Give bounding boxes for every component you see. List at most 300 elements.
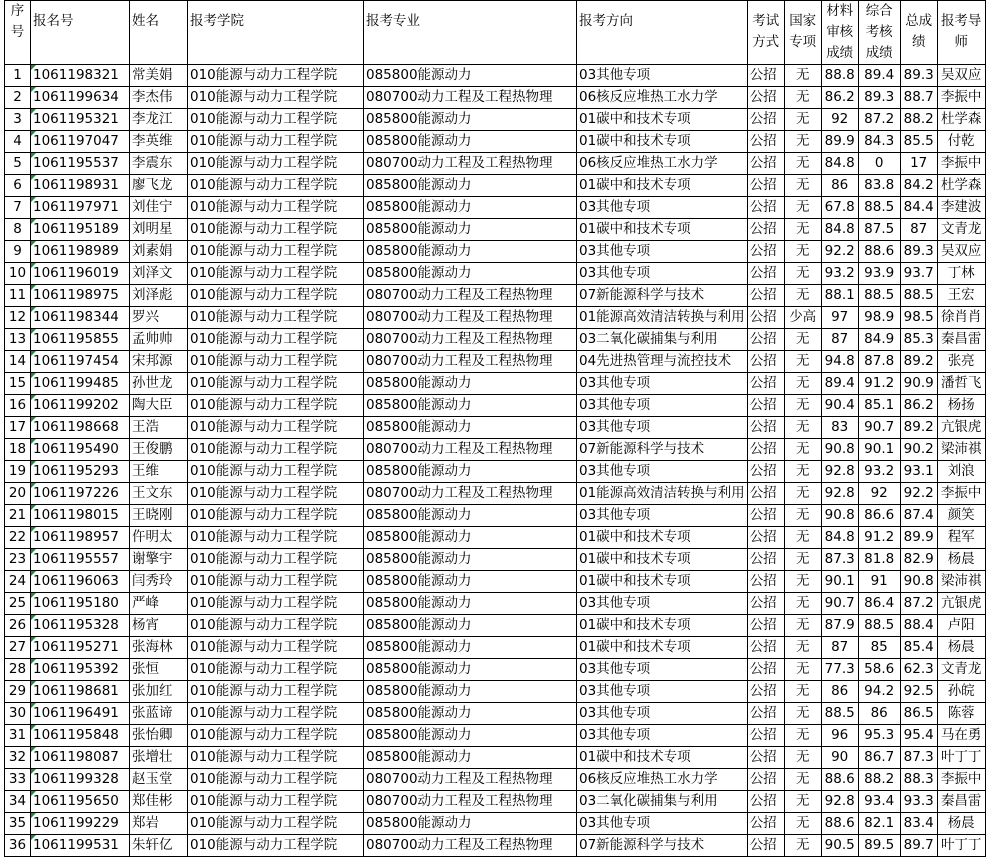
- cell-name[interactable]: 郑佳彬: [130, 791, 188, 813]
- cell-material-score[interactable]: 88.6: [821, 813, 858, 835]
- cell-reg-no[interactable]: 1061199328: [31, 769, 130, 791]
- cell-exam-type[interactable]: 公招: [747, 219, 784, 241]
- cell-seq[interactable]: 24: [5, 571, 31, 593]
- cell-exam-type[interactable]: 公招: [747, 593, 784, 615]
- cell-advisor[interactable]: 吴双应: [937, 241, 985, 263]
- cell-total-score[interactable]: 84.2: [900, 175, 937, 197]
- cell-name[interactable]: 孟帅帅: [130, 329, 188, 351]
- cell-reg-no[interactable]: 1061198975: [31, 285, 130, 307]
- cell-material-score[interactable]: 87.9: [821, 615, 858, 637]
- cell-comprehensive-score[interactable]: 58.6: [858, 659, 900, 681]
- cell-college[interactable]: 010能源与动力工程学院: [188, 131, 364, 153]
- cell-name[interactable]: 张恒: [130, 659, 188, 681]
- cell-exam-type[interactable]: 公招: [747, 549, 784, 571]
- cell-exam-type[interactable]: 公招: [747, 461, 784, 483]
- cell-direction[interactable]: 01碳中和技术专项: [577, 175, 748, 197]
- cell-material-score[interactable]: 90.1: [821, 571, 858, 593]
- cell-reg-no[interactable]: 1061198321: [31, 65, 130, 87]
- cell-national-program[interactable]: 无: [784, 527, 821, 549]
- cell-direction[interactable]: 01能源高效清洁转换与利用: [577, 307, 748, 329]
- cell-seq[interactable]: 29: [5, 681, 31, 703]
- cell-total-score[interactable]: 87.2: [900, 593, 937, 615]
- cell-major[interactable]: 080700动力工程及工程热物理: [364, 285, 577, 307]
- cell-college[interactable]: 010能源与动力工程学院: [188, 527, 364, 549]
- cell-comprehensive-score[interactable]: 91.2: [858, 373, 900, 395]
- cell-seq[interactable]: 36: [5, 835, 31, 857]
- cell-total-score[interactable]: 90.9: [900, 373, 937, 395]
- cell-reg-no[interactable]: 1061196063: [31, 571, 130, 593]
- cell-major[interactable]: 085800能源动力: [364, 593, 577, 615]
- cell-comprehensive-score[interactable]: 89.5: [858, 835, 900, 857]
- cell-comprehensive-score[interactable]: 86.6: [858, 505, 900, 527]
- cell-material-score[interactable]: 92.8: [821, 791, 858, 813]
- cell-seq[interactable]: 15: [5, 373, 31, 395]
- header-name[interactable]: 姓名: [130, 1, 188, 65]
- cell-seq[interactable]: 3: [5, 109, 31, 131]
- cell-direction[interactable]: 01碳中和技术专项: [577, 615, 748, 637]
- cell-name[interactable]: 赵玉堂: [130, 769, 188, 791]
- cell-comprehensive-score[interactable]: 86: [858, 703, 900, 725]
- cell-material-score[interactable]: 67.8: [821, 197, 858, 219]
- header-material-score[interactable]: 材料审核成绩: [821, 1, 858, 65]
- cell-total-score[interactable]: 98.5: [900, 307, 937, 329]
- cell-seq[interactable]: 12: [5, 307, 31, 329]
- cell-exam-type[interactable]: 公招: [747, 747, 784, 769]
- cell-comprehensive-score[interactable]: 90.1: [858, 439, 900, 461]
- cell-direction[interactable]: 07新能源科学与技术: [577, 285, 748, 307]
- cell-advisor[interactable]: 杜学森: [937, 175, 985, 197]
- cell-exam-type[interactable]: 公招: [747, 263, 784, 285]
- cell-advisor[interactable]: 徐肖肖: [937, 307, 985, 329]
- cell-exam-type[interactable]: 公招: [747, 197, 784, 219]
- cell-name[interactable]: 张怡卿: [130, 725, 188, 747]
- cell-college[interactable]: 010能源与动力工程学院: [188, 307, 364, 329]
- cell-reg-no[interactable]: 1061195328: [31, 615, 130, 637]
- cell-college[interactable]: 010能源与动力工程学院: [188, 637, 364, 659]
- cell-material-score[interactable]: 87: [821, 637, 858, 659]
- cell-reg-no[interactable]: 1061198931: [31, 175, 130, 197]
- cell-reg-no[interactable]: 1061195848: [31, 725, 130, 747]
- cell-college[interactable]: 010能源与动力工程学院: [188, 395, 364, 417]
- cell-material-score[interactable]: 86.2: [821, 87, 858, 109]
- cell-exam-type[interactable]: 公招: [747, 395, 784, 417]
- cell-college[interactable]: 010能源与动力工程学院: [188, 483, 364, 505]
- cell-total-score[interactable]: 93.3: [900, 791, 937, 813]
- cell-major[interactable]: 085800能源动力: [364, 571, 577, 593]
- header-seq[interactable]: 序号: [5, 1, 31, 65]
- cell-material-score[interactable]: 92.8: [821, 461, 858, 483]
- cell-comprehensive-score[interactable]: 84.9: [858, 329, 900, 351]
- cell-direction[interactable]: 03其他专项: [577, 461, 748, 483]
- cell-national-program[interactable]: 无: [784, 593, 821, 615]
- cell-total-score[interactable]: 62.3: [900, 659, 937, 681]
- cell-advisor[interactable]: 张亮: [937, 351, 985, 373]
- cell-direction[interactable]: 01碳中和技术专项: [577, 219, 748, 241]
- cell-reg-no[interactable]: 1061199229: [31, 813, 130, 835]
- cell-comprehensive-score[interactable]: 88.6: [858, 241, 900, 263]
- cell-exam-type[interactable]: 公招: [747, 307, 784, 329]
- cell-seq[interactable]: 10: [5, 263, 31, 285]
- cell-direction[interactable]: 01碳中和技术专项: [577, 527, 748, 549]
- cell-seq[interactable]: 22: [5, 527, 31, 549]
- cell-exam-type[interactable]: 公招: [747, 417, 784, 439]
- cell-major[interactable]: 085800能源动力: [364, 373, 577, 395]
- cell-comprehensive-score[interactable]: 93.9: [858, 263, 900, 285]
- cell-national-program[interactable]: 无: [784, 351, 821, 373]
- cell-exam-type[interactable]: 公招: [747, 659, 784, 681]
- cell-seq[interactable]: 20: [5, 483, 31, 505]
- cell-material-score[interactable]: 96: [821, 725, 858, 747]
- cell-national-program[interactable]: 无: [784, 175, 821, 197]
- cell-college[interactable]: 010能源与动力工程学院: [188, 329, 364, 351]
- cell-advisor[interactable]: 颜笑: [937, 505, 985, 527]
- cell-advisor[interactable]: 文青龙: [937, 219, 985, 241]
- cell-material-score[interactable]: 90.8: [821, 505, 858, 527]
- cell-advisor[interactable]: 杨晨: [937, 813, 985, 835]
- cell-advisor[interactable]: 杨晨: [937, 549, 985, 571]
- cell-name[interactable]: 仵明太: [130, 527, 188, 549]
- cell-national-program[interactable]: 无: [784, 725, 821, 747]
- cell-reg-no[interactable]: 1061195537: [31, 153, 130, 175]
- cell-major[interactable]: 080700动力工程及工程热物理: [364, 307, 577, 329]
- cell-college[interactable]: 010能源与动力工程学院: [188, 791, 364, 813]
- header-college[interactable]: 报考学院: [188, 1, 364, 65]
- cell-college[interactable]: 010能源与动力工程学院: [188, 571, 364, 593]
- cell-exam-type[interactable]: 公招: [747, 681, 784, 703]
- cell-seq[interactable]: 18: [5, 439, 31, 461]
- cell-material-score[interactable]: 90.8: [821, 439, 858, 461]
- cell-advisor[interactable]: 程军: [937, 527, 985, 549]
- cell-direction[interactable]: 03二氧化碳捕集与利用: [577, 329, 748, 351]
- cell-direction[interactable]: 03其他专项: [577, 417, 748, 439]
- cell-college[interactable]: 010能源与动力工程学院: [188, 769, 364, 791]
- cell-direction[interactable]: 03其他专项: [577, 197, 748, 219]
- cell-comprehensive-score[interactable]: 93.2: [858, 461, 900, 483]
- cell-seq[interactable]: 28: [5, 659, 31, 681]
- cell-comprehensive-score[interactable]: 85: [858, 637, 900, 659]
- cell-exam-type[interactable]: 公招: [747, 175, 784, 197]
- header-exam-type[interactable]: 考试方式: [747, 1, 784, 65]
- cell-total-score[interactable]: 88.4: [900, 615, 937, 637]
- cell-comprehensive-score[interactable]: 93.4: [858, 791, 900, 813]
- cell-comprehensive-score[interactable]: 88.5: [858, 615, 900, 637]
- cell-total-score[interactable]: 89.2: [900, 417, 937, 439]
- cell-exam-type[interactable]: 公招: [747, 87, 784, 109]
- cell-exam-type[interactable]: 公招: [747, 483, 784, 505]
- cell-seq[interactable]: 14: [5, 351, 31, 373]
- cell-national-program[interactable]: 无: [784, 197, 821, 219]
- cell-exam-type[interactable]: 公招: [747, 131, 784, 153]
- cell-major[interactable]: 085800能源动力: [364, 109, 577, 131]
- cell-advisor[interactable]: 李振中: [937, 87, 985, 109]
- cell-advisor[interactable]: 卢阳: [937, 615, 985, 637]
- cell-national-program[interactable]: 少高: [784, 307, 821, 329]
- cell-major[interactable]: 085800能源动力: [364, 131, 577, 153]
- cell-name[interactable]: 陶大臣: [130, 395, 188, 417]
- cell-advisor[interactable]: 潘哲飞: [937, 373, 985, 395]
- cell-advisor[interactable]: 秦昌雷: [937, 329, 985, 351]
- header-major[interactable]: 报考专业: [364, 1, 577, 65]
- cell-comprehensive-score[interactable]: 87.5: [858, 219, 900, 241]
- cell-direction[interactable]: 03其他专项: [577, 395, 748, 417]
- cell-material-score[interactable]: 87.3: [821, 549, 858, 571]
- cell-comprehensive-score[interactable]: 83.8: [858, 175, 900, 197]
- cell-exam-type[interactable]: 公招: [747, 329, 784, 351]
- cell-total-score[interactable]: 87.4: [900, 505, 937, 527]
- cell-seq[interactable]: 25: [5, 593, 31, 615]
- cell-material-score[interactable]: 92.8: [821, 483, 858, 505]
- cell-major[interactable]: 085800能源动力: [364, 813, 577, 835]
- cell-major[interactable]: 080700动力工程及工程热物理: [364, 153, 577, 175]
- cell-direction[interactable]: 06核反应堆热工水力学: [577, 153, 748, 175]
- cell-national-program[interactable]: 无: [784, 791, 821, 813]
- cell-name[interactable]: 李震东: [130, 153, 188, 175]
- cell-reg-no[interactable]: 1061195189: [31, 219, 130, 241]
- cell-direction[interactable]: 01碳中和技术专项: [577, 747, 748, 769]
- cell-exam-type[interactable]: 公招: [747, 351, 784, 373]
- cell-total-score[interactable]: 84.4: [900, 197, 937, 219]
- cell-reg-no[interactable]: 1061196491: [31, 703, 130, 725]
- cell-name[interactable]: 宋邦源: [130, 351, 188, 373]
- cell-major[interactable]: 085800能源动力: [364, 505, 577, 527]
- cell-seq[interactable]: 6: [5, 175, 31, 197]
- cell-comprehensive-score[interactable]: 90.7: [858, 417, 900, 439]
- cell-college[interactable]: 010能源与动力工程学院: [188, 703, 364, 725]
- cell-direction[interactable]: 06核反应堆热工水力学: [577, 769, 748, 791]
- cell-comprehensive-score[interactable]: 92: [858, 483, 900, 505]
- cell-total-score[interactable]: 89.2: [900, 351, 937, 373]
- cell-major[interactable]: 085800能源动力: [364, 615, 577, 637]
- cell-national-program[interactable]: 无: [784, 285, 821, 307]
- cell-material-score[interactable]: 90: [821, 747, 858, 769]
- cell-advisor[interactable]: 马在勇: [937, 725, 985, 747]
- cell-name[interactable]: 廖飞龙: [130, 175, 188, 197]
- cell-advisor[interactable]: 丁林: [937, 263, 985, 285]
- cell-name[interactable]: 谢擎宇: [130, 549, 188, 571]
- cell-direction[interactable]: 01能源高效清洁转换与利用: [577, 483, 748, 505]
- cell-total-score[interactable]: 87.3: [900, 747, 937, 769]
- cell-advisor[interactable]: 杜学森: [937, 109, 985, 131]
- cell-reg-no[interactable]: 1061197971: [31, 197, 130, 219]
- cell-national-program[interactable]: 无: [784, 417, 821, 439]
- cell-direction[interactable]: 04先进热管理与流控技术: [577, 351, 748, 373]
- cell-total-score[interactable]: 89.3: [900, 241, 937, 263]
- cell-reg-no[interactable]: 1061195490: [31, 439, 130, 461]
- cell-reg-no[interactable]: 1061197047: [31, 131, 130, 153]
- cell-seq[interactable]: 27: [5, 637, 31, 659]
- cell-exam-type[interactable]: 公招: [747, 835, 784, 857]
- cell-total-score[interactable]: 86.2: [900, 395, 937, 417]
- cell-national-program[interactable]: 无: [784, 461, 821, 483]
- cell-reg-no[interactable]: 1061198681: [31, 681, 130, 703]
- cell-seq[interactable]: 33: [5, 769, 31, 791]
- cell-reg-no[interactable]: 1061198957: [31, 527, 130, 549]
- cell-exam-type[interactable]: 公招: [747, 241, 784, 263]
- cell-national-program[interactable]: 无: [784, 87, 821, 109]
- cell-advisor[interactable]: 杨扬: [937, 395, 985, 417]
- cell-college[interactable]: 010能源与动力工程学院: [188, 681, 364, 703]
- cell-seq[interactable]: 31: [5, 725, 31, 747]
- cell-advisor[interactable]: 叶丁丁: [937, 747, 985, 769]
- cell-direction[interactable]: 03其他专项: [577, 725, 748, 747]
- cell-advisor[interactable]: 梁沛祺: [937, 571, 985, 593]
- cell-material-score[interactable]: 89.4: [821, 373, 858, 395]
- cell-material-score[interactable]: 92: [821, 109, 858, 131]
- cell-material-score[interactable]: 88.8: [821, 65, 858, 87]
- cell-college[interactable]: 010能源与动力工程学院: [188, 109, 364, 131]
- cell-reg-no[interactable]: 1061195855: [31, 329, 130, 351]
- cell-direction[interactable]: 03其他专项: [577, 703, 748, 725]
- cell-major[interactable]: 080700动力工程及工程热物理: [364, 329, 577, 351]
- cell-material-score[interactable]: 87: [821, 329, 858, 351]
- cell-material-score[interactable]: 88.5: [821, 703, 858, 725]
- cell-exam-type[interactable]: 公招: [747, 109, 784, 131]
- cell-advisor[interactable]: 李振中: [937, 153, 985, 175]
- cell-comprehensive-score[interactable]: 85.1: [858, 395, 900, 417]
- cell-major[interactable]: 085800能源动力: [364, 725, 577, 747]
- cell-direction[interactable]: 01碳中和技术专项: [577, 571, 748, 593]
- cell-reg-no[interactable]: 1061198989: [31, 241, 130, 263]
- cell-name[interactable]: 张蓝谛: [130, 703, 188, 725]
- cell-comprehensive-score[interactable]: 94.2: [858, 681, 900, 703]
- cell-comprehensive-score[interactable]: 88.5: [858, 197, 900, 219]
- cell-material-score[interactable]: 90.5: [821, 835, 858, 857]
- cell-exam-type[interactable]: 公招: [747, 527, 784, 549]
- cell-direction[interactable]: 03其他专项: [577, 241, 748, 263]
- cell-college[interactable]: 010能源与动力工程学院: [188, 351, 364, 373]
- cell-college[interactable]: 010能源与动力工程学院: [188, 417, 364, 439]
- cell-college[interactable]: 010能源与动力工程学院: [188, 615, 364, 637]
- cell-material-score[interactable]: 77.3: [821, 659, 858, 681]
- cell-college[interactable]: 010能源与动力工程学院: [188, 725, 364, 747]
- cell-seq[interactable]: 5: [5, 153, 31, 175]
- cell-direction[interactable]: 07新能源科学与技术: [577, 439, 748, 461]
- cell-name[interactable]: 刘明星: [130, 219, 188, 241]
- cell-comprehensive-score[interactable]: 84.3: [858, 131, 900, 153]
- cell-name[interactable]: 李英维: [130, 131, 188, 153]
- cell-college[interactable]: 010能源与动力工程学院: [188, 65, 364, 87]
- cell-reg-no[interactable]: 1061197226: [31, 483, 130, 505]
- cell-college[interactable]: 010能源与动力工程学院: [188, 461, 364, 483]
- cell-major[interactable]: 085800能源动力: [364, 747, 577, 769]
- cell-reg-no[interactable]: 1061195293: [31, 461, 130, 483]
- cell-reg-no[interactable]: 1061198087: [31, 747, 130, 769]
- cell-total-score[interactable]: 88.3: [900, 769, 937, 791]
- cell-reg-no[interactable]: 1061199531: [31, 835, 130, 857]
- cell-national-program[interactable]: 无: [784, 703, 821, 725]
- cell-seq[interactable]: 16: [5, 395, 31, 417]
- cell-material-score[interactable]: 88.1: [821, 285, 858, 307]
- cell-direction[interactable]: 06核反应堆热工水力学: [577, 87, 748, 109]
- cell-major[interactable]: 080700动力工程及工程热物理: [364, 835, 577, 857]
- cell-name[interactable]: 罗兴: [130, 307, 188, 329]
- cell-national-program[interactable]: 无: [784, 813, 821, 835]
- cell-exam-type[interactable]: 公招: [747, 791, 784, 813]
- header-advisor[interactable]: 报考导师: [937, 1, 985, 65]
- cell-material-score[interactable]: 86: [821, 175, 858, 197]
- cell-reg-no[interactable]: 1061198344: [31, 307, 130, 329]
- cell-direction[interactable]: 01碳中和技术专项: [577, 109, 748, 131]
- cell-national-program[interactable]: 无: [784, 219, 821, 241]
- cell-national-program[interactable]: 无: [784, 373, 821, 395]
- cell-direction[interactable]: 03其他专项: [577, 681, 748, 703]
- cell-advisor[interactable]: 付乾: [937, 131, 985, 153]
- cell-reg-no[interactable]: 1061199634: [31, 87, 130, 109]
- cell-reg-no[interactable]: 1061199485: [31, 373, 130, 395]
- cell-reg-no[interactable]: 1061195180: [31, 593, 130, 615]
- cell-material-score[interactable]: 86: [821, 681, 858, 703]
- cell-exam-type[interactable]: 公招: [747, 505, 784, 527]
- cell-direction[interactable]: 03其他专项: [577, 659, 748, 681]
- cell-advisor[interactable]: 李建波: [937, 197, 985, 219]
- header-national-program[interactable]: 国家专项: [784, 1, 821, 65]
- cell-college[interactable]: 010能源与动力工程学院: [188, 659, 364, 681]
- cell-major[interactable]: 085800能源动力: [364, 175, 577, 197]
- cell-comprehensive-score[interactable]: 86.7: [858, 747, 900, 769]
- cell-reg-no[interactable]: 1061195321: [31, 109, 130, 131]
- cell-exam-type[interactable]: 公招: [747, 439, 784, 461]
- cell-material-score[interactable]: 94.8: [821, 351, 858, 373]
- cell-major[interactable]: 085800能源动力: [364, 703, 577, 725]
- cell-advisor[interactable]: 亢银虎: [937, 593, 985, 615]
- cell-exam-type[interactable]: 公招: [747, 615, 784, 637]
- cell-total-score[interactable]: 92.2: [900, 483, 937, 505]
- cell-material-score[interactable]: 90.7: [821, 593, 858, 615]
- cell-material-score[interactable]: 97: [821, 307, 858, 329]
- cell-direction[interactable]: 03其他专项: [577, 65, 748, 87]
- cell-exam-type[interactable]: 公招: [747, 637, 784, 659]
- cell-direction[interactable]: 03其他专项: [577, 263, 748, 285]
- cell-total-score[interactable]: 83.4: [900, 813, 937, 835]
- cell-reg-no[interactable]: 1061197454: [31, 351, 130, 373]
- cell-name[interactable]: 王维: [130, 461, 188, 483]
- cell-exam-type[interactable]: 公招: [747, 813, 784, 835]
- cell-major[interactable]: 085800能源动力: [364, 681, 577, 703]
- cell-reg-no[interactable]: 1061195392: [31, 659, 130, 681]
- cell-major[interactable]: 080700动力工程及工程热物理: [364, 483, 577, 505]
- cell-reg-no[interactable]: 1061198668: [31, 417, 130, 439]
- cell-comprehensive-score[interactable]: 88.5: [858, 285, 900, 307]
- cell-national-program[interactable]: 无: [784, 241, 821, 263]
- cell-advisor[interactable]: 陈蓉: [937, 703, 985, 725]
- cell-seq[interactable]: 35: [5, 813, 31, 835]
- cell-college[interactable]: 010能源与动力工程学院: [188, 197, 364, 219]
- cell-major[interactable]: 080700动力工程及工程热物理: [364, 439, 577, 461]
- cell-total-score[interactable]: 93.7: [900, 263, 937, 285]
- header-comprehensive-score[interactable]: 综合考核成绩: [858, 1, 900, 65]
- cell-total-score[interactable]: 88.7: [900, 87, 937, 109]
- cell-direction[interactable]: 07新能源科学与技术: [577, 835, 748, 857]
- cell-advisor[interactable]: 吴双应: [937, 65, 985, 87]
- cell-major[interactable]: 085800能源动力: [364, 549, 577, 571]
- cell-name[interactable]: 孙世龙: [130, 373, 188, 395]
- cell-comprehensive-score[interactable]: 82.1: [858, 813, 900, 835]
- cell-seq[interactable]: 11: [5, 285, 31, 307]
- cell-college[interactable]: 010能源与动力工程学院: [188, 175, 364, 197]
- cell-name[interactable]: 王晓刚: [130, 505, 188, 527]
- cell-comprehensive-score[interactable]: 86.4: [858, 593, 900, 615]
- cell-total-score[interactable]: 89.7: [900, 835, 937, 857]
- cell-name[interactable]: 李杰伟: [130, 87, 188, 109]
- cell-exam-type[interactable]: 公招: [747, 769, 784, 791]
- cell-seq[interactable]: 2: [5, 87, 31, 109]
- header-direction[interactable]: 报考方向: [577, 1, 748, 65]
- cell-college[interactable]: 010能源与动力工程学院: [188, 505, 364, 527]
- cell-national-program[interactable]: 无: [784, 681, 821, 703]
- cell-national-program[interactable]: 无: [784, 637, 821, 659]
- cell-national-program[interactable]: 无: [784, 747, 821, 769]
- cell-total-score[interactable]: 89.9: [900, 527, 937, 549]
